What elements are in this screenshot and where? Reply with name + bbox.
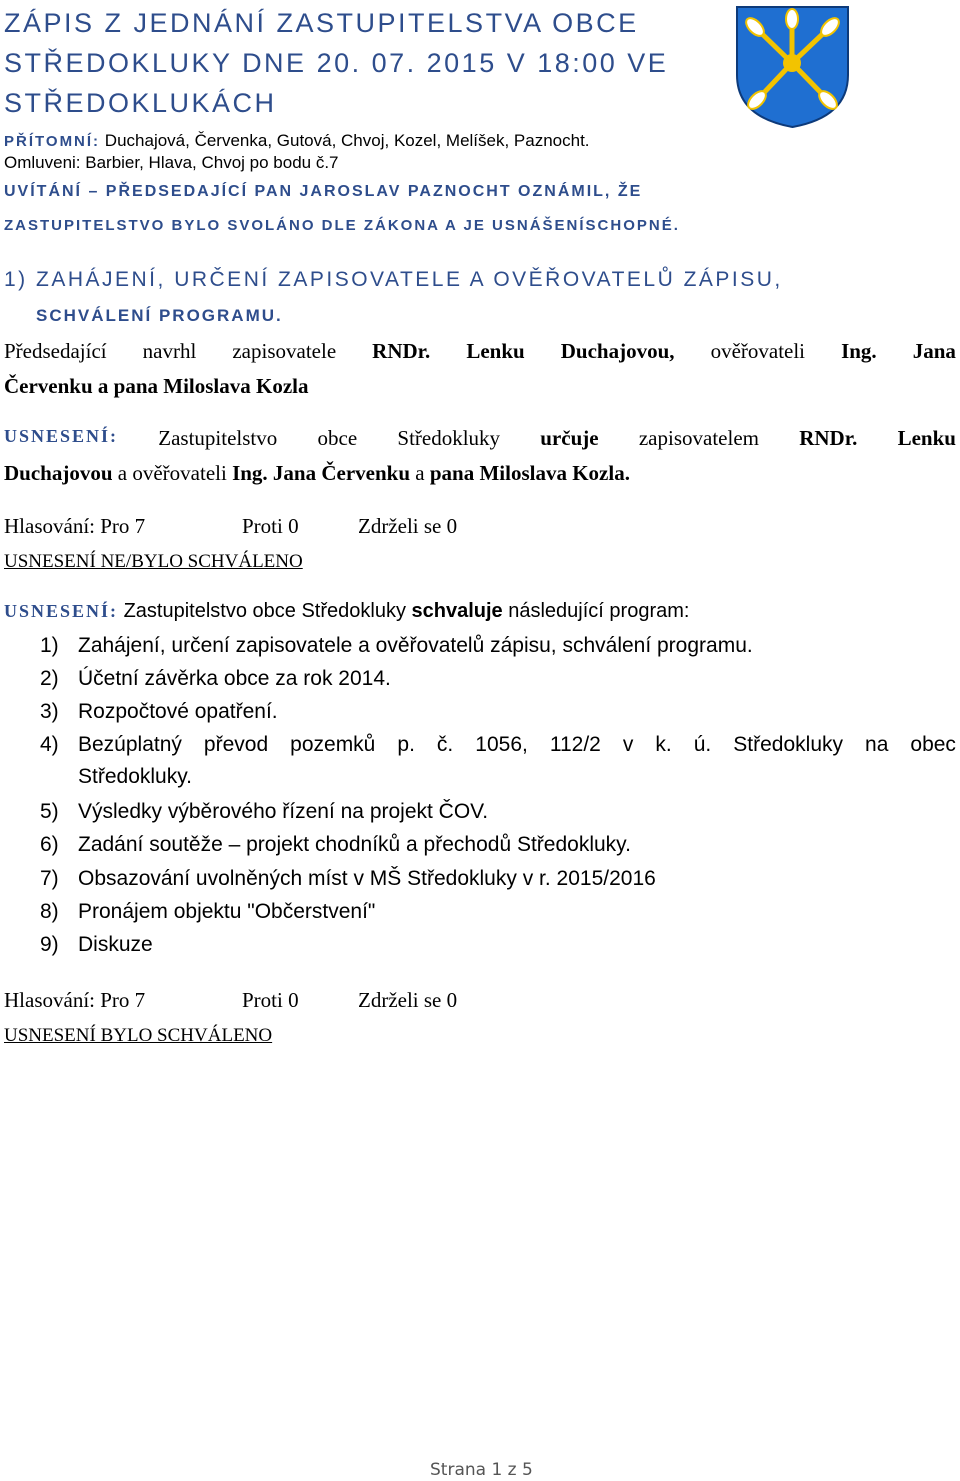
section-1-heading-line-2: SCHVÁLENÍ PROGRAMU. [36,306,283,325]
program-item-5: 5) Výsledky výběrového řízení na projekt ČOV. [40,800,489,823]
proposal-word: RNDr. [372,339,431,363]
proposal-word: Ing. [841,339,877,363]
resolution-label: USNESENÍ: [4,426,119,446]
resolution-word: obce [317,426,358,450]
program-item-2: 2) Účetní závěrka obce za rok 2014. [40,667,391,690]
proposal-word: navrhl [142,339,197,363]
attendance-line [4,131,590,151]
document-title-line-3: STŘEDOKLUKÁCH [4,88,277,118]
resolution-word: Středokluky [397,426,501,450]
vote-1-proti: Proti 0 [242,514,299,538]
vote-1-zdrzeli: Zdrželi se 0 [358,514,458,538]
program-item-4-continued: Středokluky. [78,765,192,788]
document-title-line-1: ZÁPIS Z JEDNÁNÍ ZASTUPITELSTVA OBCE [4,8,639,38]
coat-of-arms-emblem [735,5,850,129]
document-title-line-2: STŘEDOKLUKY DNE 20. 07. 2015 V 18:00 VE [4,48,669,78]
section-1-heading-line-1: 1) ZAHÁJENÍ, URČENÍ ZAPISOVATELE A OVĚŘOVATELŮ ZÁPISU, [4,268,783,291]
page-number: Strana 1 z 5 [430,1460,533,1480]
vote-1-pro: Hlasování: Pro 7 [4,514,146,538]
resolution-2-status: USNESENÍ BYLO SCHVÁLENO [4,1025,273,1046]
proposal-word: Jana [912,339,956,363]
resolution-word: určuje [540,426,599,450]
resolution-word: zapisovatelem [638,426,759,450]
present-label: PŘÍTOMNÍ: [4,133,101,150]
program-item-9: 9) Diskuze [40,933,153,956]
program-item-7: 7) Obsazování uvolněných míst v MŠ Středokluky v r. 2015/2016 [40,867,656,890]
program-item-8: 8) Pronájem objektu "Občerstvení" [40,900,376,923]
proposal-line-2: Červenku a pana Miloslava Kozla [4,374,309,398]
resolution-1-status: USNESENÍ NE/BYLO SCHVÁLENO [4,551,303,572]
resolution-word: Zastupitelstvo [158,426,278,450]
proposal-word: ověřovateli [710,339,806,363]
excused-line: Omluveni: Barbier, Hlava, Chvoj po bodu č.7 [4,153,339,172]
vote-2-proti: Proti 0 [242,988,299,1012]
program-item-6: 6) Zadání soutěže – projekt chodníků a přechodů Středokluky. [40,833,631,856]
vote-2-pro: Hlasování: Pro 7 [4,988,146,1012]
vote-2-zdrzeli: Zdrželi se 0 [358,988,458,1012]
proposal-word: Duchajovou, [560,339,675,363]
program-item-1: 1) Zahájení, určení zapisovatele a ověřovatelů zápisu, schválení programu. [40,634,753,657]
resolution-word: RNDr. [799,426,858,450]
proposal-line-1 [4,339,956,364]
welcome-line-1: UVÍTÁNÍ – PŘEDSEDAJÍCÍ PAN JAROSLAV PAZNOCHT OZNÁMIL, ŽE [4,183,643,200]
resolution-1-line-1 [4,426,956,451]
resolution-1-line-2: Duchajovou a ověřovateli Ing. Jana Červenku a pana Miloslava Kozla. [4,461,630,485]
proposal-word: Lenku [466,339,525,363]
proposal-word: zapisovatele [232,339,337,363]
resolution-word: Lenku [897,426,956,450]
resolution-label: USNESENÍ: [4,601,119,621]
present-names: Duchajová, Červenka, Gutová, Chvoj, Kozel, Melíšek, Paznocht. [104,131,590,150]
program-item-3: 3) Rozpočtové opatření. [40,700,278,723]
welcome-line-2: ZASTUPITELSTVO BYLO SVOLÁNO DLE ZÁKONA A JE USNÁŠENÍSCHOPNÉ. [4,217,680,234]
resolution-2-line: USNESENÍ: Zastupitelstvo obce Středokluky schvaluje následující program: [4,600,690,622]
program-item-4: 4) Bezúplatný převod pozemků p. č. 1056, 112/2 v k. ú. Středokluky na obec [40,733,956,756]
proposal-word: Předsedající [4,339,107,363]
